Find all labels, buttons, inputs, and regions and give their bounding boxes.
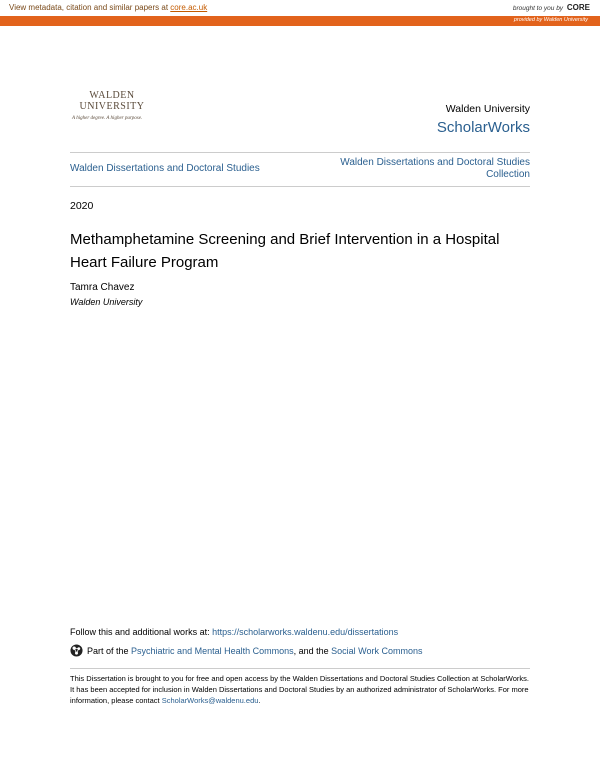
metadata-notice: View metadata, citation and similar papers at core.ac.uk (9, 3, 208, 12)
logo-tagline: A higher degree. A higher purpose. (72, 116, 143, 121)
follow-line: Follow this and additional works at: https://scholarworks.waldenu.edu/dissertations (70, 627, 399, 637)
institution-name: Walden University (445, 103, 530, 115)
divider (70, 152, 530, 153)
brought-by: brought to you by CORE (512, 3, 590, 12)
author-affiliation: Walden University (70, 297, 143, 307)
core-provider-bar (0, 16, 600, 26)
walden-logo (72, 90, 152, 121)
provided-by: provided by Walden University (513, 17, 588, 23)
part-of-line: Part of the Psychiatric and Mental Health Commons , and the Social Work Commons (70, 644, 423, 657)
author-name: Tamra Chavez (70, 282, 135, 293)
logo-line-1: WALDEN (89, 90, 135, 101)
social-work-commons-link[interactable]: Social Work Commons (331, 645, 423, 656)
core-logo[interactable]: CORE (566, 3, 590, 12)
document-title: Methamphetamine Screening and Brief Intervention in a Hospital Heart Failure Program (70, 231, 500, 271)
divider (70, 186, 530, 187)
scholarworks-link[interactable]: ScholarWorks (436, 119, 530, 136)
psychiatric-commons-link[interactable]: Psychiatric and Mental Health Commons (131, 645, 294, 656)
network-icon (70, 644, 83, 657)
divider (70, 668, 530, 669)
core-banner (0, 0, 600, 16)
logo-line-2: UNIVERSITY (79, 101, 145, 112)
core-link[interactable]: core.ac.uk (170, 3, 208, 12)
access-disclaimer: This Dissertation is brought to you for free and open access by the Walden Dissertations and Doctoral Studies Collection at ScholarWorks. It has been accepted for inclusion in Walden Dissertations and Doctoral Studies by an authorized administrator of ScholarWorks. For more information, please contact ScholarWorks@waldenu.edu. (70, 674, 529, 705)
dissertations-url-link[interactable]: https://scholarworks.waldenu.edu/dissertations (212, 627, 399, 637)
collection-link-right[interactable]: Walden Dissertations and Doctoral Studies Collection (340, 157, 530, 180)
collection-link-left[interactable]: Walden Dissertations and Doctoral Studies (70, 163, 260, 174)
publication-year: 2020 (70, 200, 94, 212)
contact-email-link[interactable]: ScholarWorks@waldenu.edu (161, 696, 259, 705)
